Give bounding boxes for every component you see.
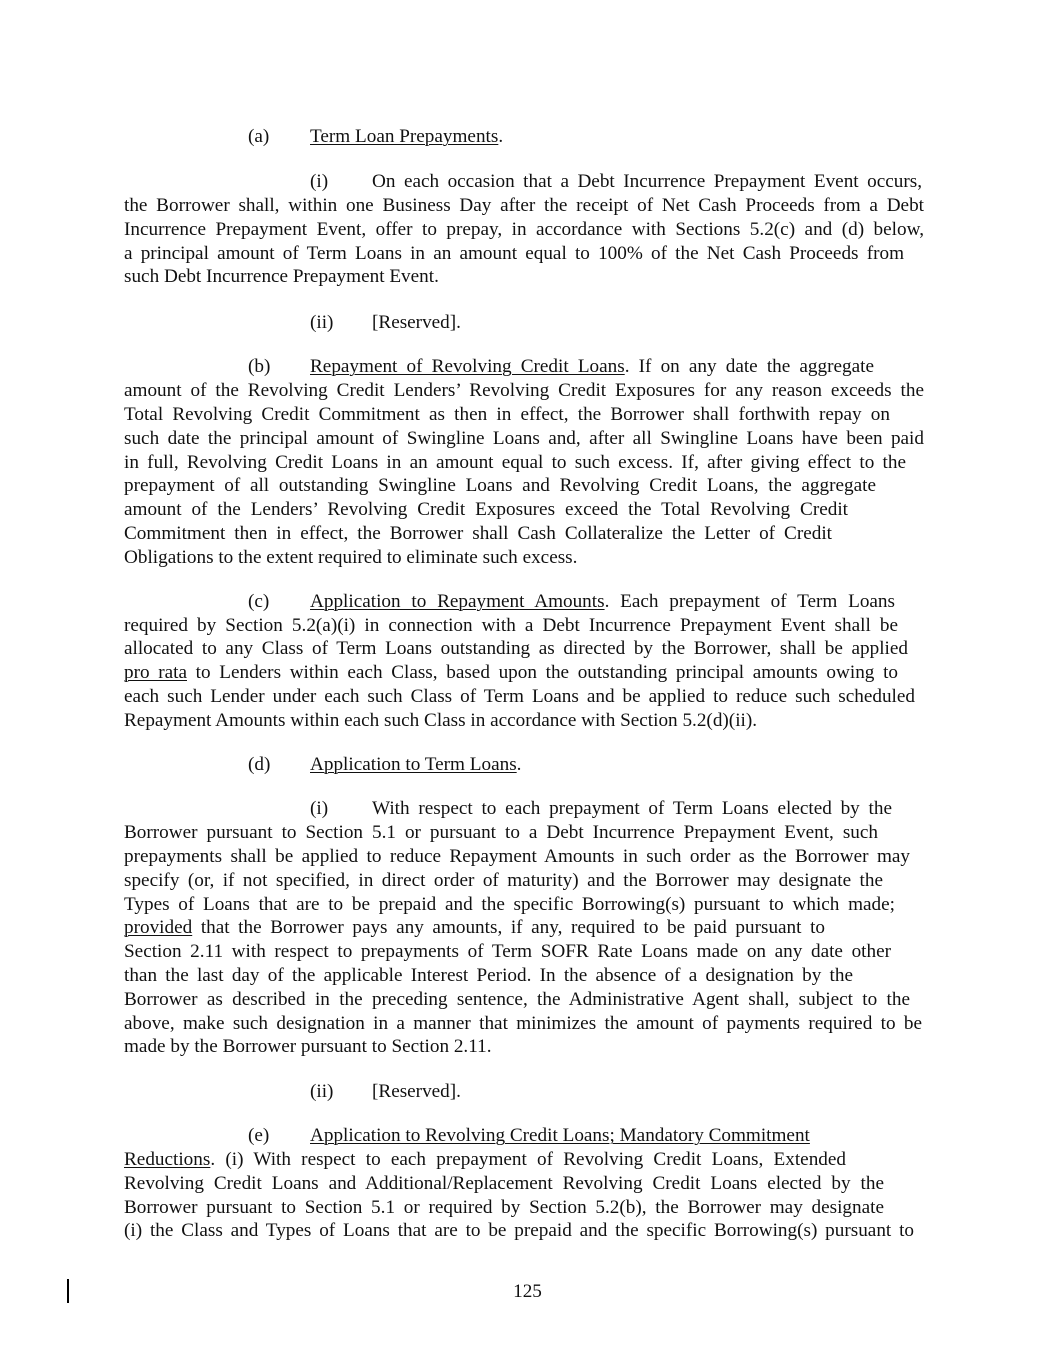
section-b-line: such date the principal amount of Swingline Loans and, after all Swingline Loans have been paid (124, 428, 924, 449)
section-c-first-line: (c) Application to Repayment Amounts. Each prepayment of Term Loans (248, 591, 895, 612)
section-heading: Repayment of Revolving Credit Loans (310, 356, 625, 377)
section-heading: Term Loan Prepayments (310, 126, 499, 147)
provided-term: provided (124, 917, 193, 938)
section-d-i-line: Borrower as described in the preceding sentence, the Administrative Agent shall, subject to the (124, 989, 910, 1010)
section-b-first-line: (b) Repayment of Revolving Credit Loans. If on any date the aggregate (248, 356, 874, 377)
section-b-line: Commitment then in effect, the Borrower shall Cash Collateralize the Letter of Credit (124, 523, 832, 544)
section-b-line: amount of the Revolving Credit Lenders’ Revolving Credit Exposures for any reason exceeds the (124, 380, 924, 401)
section-d-i-line: than the last day of the applicable Interest Period. In the absence of a designation by the (124, 965, 853, 986)
section-b-line: Total Revolving Credit Commitment as then in effect, the Borrower shall forthwith repay on (124, 404, 890, 425)
section-a-heading: (a) Term Loan Prepayments. (248, 126, 504, 147)
section-a-i-line: a principal amount of Term Loans in an amount equal to 100% of the Net Cash Proceeds from (124, 243, 904, 264)
subsection-label: (ii) (310, 312, 334, 333)
section-a-i-line: Incurrence Prepayment Event, offer to prepay, in accordance with Sections 5.2(c) and (d) below, (124, 219, 924, 240)
section-label: (c) (248, 591, 270, 612)
section-d-heading: (d) Application to Term Loans. (248, 754, 522, 775)
section-a-i-line: the Borrower shall, within one Business Day after the receipt of Net Cash Proceeds from a Debt (124, 195, 924, 216)
section-b-line: amount of the Lenders’ Revolving Credit Exposures exceed the Total Revolving Credit (124, 499, 848, 520)
section-d-i-line: made by the Borrower pursuant to Section 2.11. (124, 1036, 492, 1057)
section-b-line: in full, Revolving Credit Loans in an amount equal to such excess. If, after giving effect to the (124, 452, 906, 473)
section-heading: Application to Repayment Amounts (310, 591, 605, 612)
section-d-ii: (ii) [Reserved]. (310, 1081, 461, 1102)
section-d-i-line: specify (or, if not specified, in direct order of maturity) and the Borrower may designate the (124, 870, 883, 891)
section-heading: Application to Revolving Credit Loans; Mandatory Commitment (310, 1125, 810, 1146)
section-label: (b) (248, 356, 271, 377)
section-label: (e) (248, 1125, 270, 1146)
section-d-i-line: Section 2.11 with respect to prepayments of Term SOFR Rate Loans made on any date other (124, 941, 891, 962)
section-d-i-line: (i) With respect to each prepayment of Term Loans elected by the (310, 798, 892, 819)
subsection-label: (ii) (310, 1081, 334, 1102)
section-b-line: Obligations to the extent required to eliminate such excess. (124, 547, 578, 568)
section-e-line: Revolving Credit Loans and Additional/Replacement Revolving Credit Loans elected by the (124, 1173, 884, 1194)
section-label: (d) (248, 754, 271, 775)
section-d-i-line: Types of Loans that are to be prepaid and the specific Borrowing(s) pursuant to which made; (124, 894, 895, 915)
section-c-line: each such Lender under each such Class of Term Loans and be applied to reduce such scheduled (124, 686, 915, 707)
section-e-line: Borrower pursuant to Section 5.1 or required by Section 5.2(b), the Borrower may designate (124, 1197, 884, 1218)
section-e-line: (i) the Class and Types of Loans that are to be prepaid and the specific Borrowing(s) pursuant to (124, 1220, 914, 1241)
section-e-line: Reductions. (i) With respect to each prepayment of Revolving Credit Loans, Extended (124, 1149, 846, 1170)
section-a-i-line: such Debt Incurrence Prepayment Event. (124, 266, 439, 287)
section-c-line: Repayment Amounts within each such Class in accordance with Section 5.2(d)(ii). (124, 710, 758, 731)
section-c-line: required by Section 5.2(a)(i) in connection with a Debt Incurrence Prepayment Event shall be (124, 615, 898, 636)
subsection-label: (i) (310, 798, 329, 819)
section-d-i-line: prepayments shall be applied to reduce Repayment Amounts in such order as the Borrower may (124, 846, 910, 867)
section-a-ii: (ii) [Reserved]. (310, 312, 461, 333)
section-d-i-line: provided that the Borrower pays any amounts, if any, required to be paid pursuant to (124, 917, 825, 938)
section-a-i-line: (i) On each occasion that a Debt Incurrence Prepayment Event occurs, (310, 171, 922, 192)
section-d-i-line: Borrower pursuant to Section 5.1 or pursuant to a Debt Incurrence Prepayment Event, such (124, 822, 878, 843)
section-d-i-line: above, make such designation in a manner that minimizes the amount of payments required to be (124, 1013, 922, 1034)
section-b-line: prepayment of all outstanding Swingline Loans and Revolving Credit Loans, the aggregate (124, 475, 876, 496)
section-heading: Application to Term Loans (310, 754, 517, 775)
section-heading-continued: Reductions (124, 1149, 211, 1170)
section-c-line: pro rata to Lenders within each Class, based upon the outstanding principal amounts owing to (124, 662, 898, 683)
section-label: (a) (248, 126, 270, 147)
pro-rata-term: pro rata (124, 662, 187, 683)
page-number: 125 (513, 1281, 542, 1302)
section-c-line: allocated to any Class of Term Loans outstanding as directed by the Borrower, shall be applied (124, 638, 908, 659)
subsection-label: (i) (310, 171, 329, 192)
section-e-heading (248, 1124, 810, 1148)
